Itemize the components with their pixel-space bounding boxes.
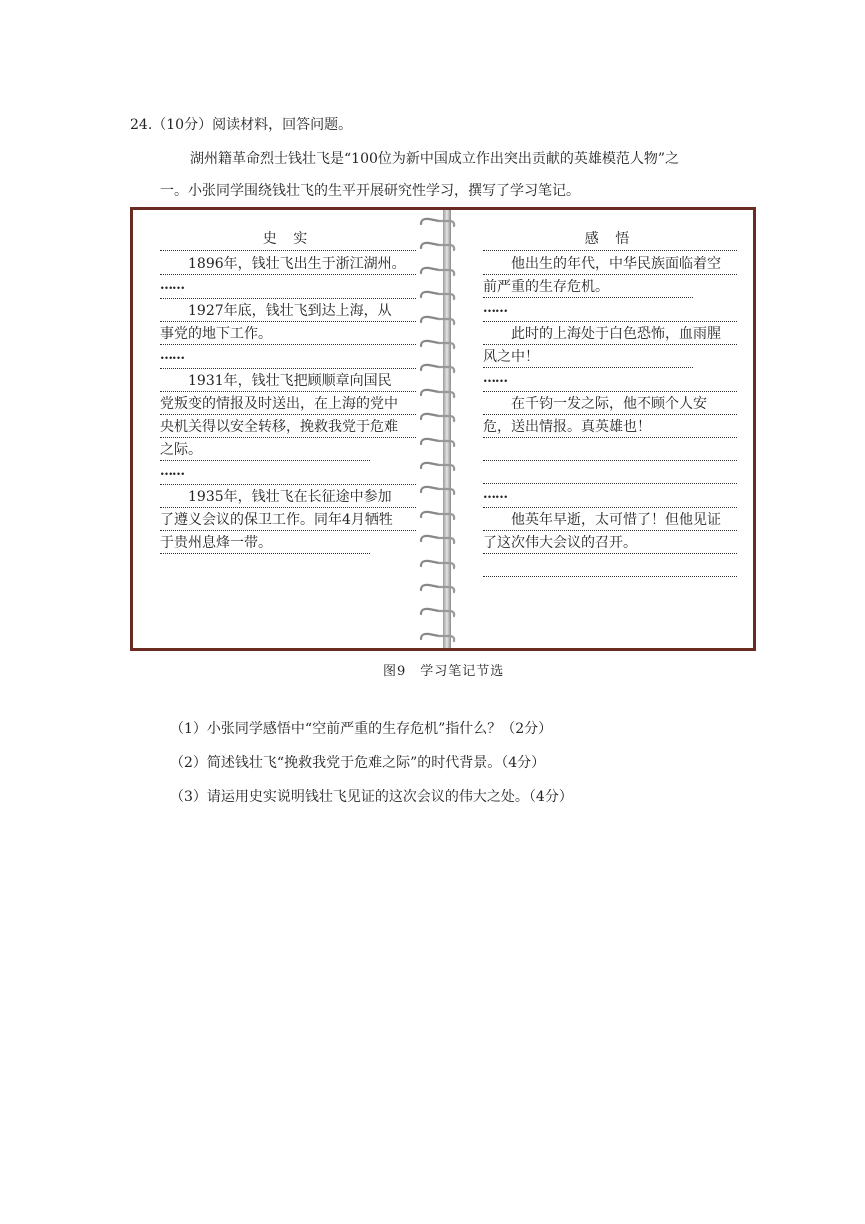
spiral-ring-icon xyxy=(419,362,457,376)
note-line: 1935年，钱壮飞在长征途中参加 xyxy=(160,487,416,508)
note-line: 前严重的生存危机。 xyxy=(483,277,693,298)
intro-text-line-1: 湖州籍革命烈士钱壮飞是“100位为新中国成立作出突出贡献的英雄模范人物”之 xyxy=(190,151,680,167)
spiral-ring-icon xyxy=(419,436,457,450)
note-line: 之际。 xyxy=(160,440,370,461)
note-line: 于贵州息烽一带。 xyxy=(160,533,370,554)
note-line: 风之中！ xyxy=(483,347,693,368)
spiral-ring-icon xyxy=(419,509,457,523)
note-line: 危，送出情报。真英雄也！ xyxy=(483,417,737,438)
note-line: 党叛变的情报及时送出，在上海的党中 xyxy=(160,394,416,415)
spiral-ring-icon xyxy=(419,240,457,254)
ellipsis-line: …… xyxy=(160,277,416,299)
note-line: 他出生的年代，中华民族面临着空 xyxy=(483,254,737,275)
note-line: 1927年底，钱壮飞到达上海，从 xyxy=(160,301,416,322)
ellipsis-line: …… xyxy=(483,370,737,392)
intro-text-line-2: 一。小张同学围绕钱壮飞的生平开展研究性学习，撰写了学习笔记。 xyxy=(160,183,580,199)
ellipsis-line: …… xyxy=(483,300,737,322)
note-line: 了遵义会议的保卫工作。同年4月牺牲 xyxy=(160,510,416,531)
left-page-heading: 史 实 xyxy=(160,232,416,251)
spiral-ring-icon xyxy=(419,216,457,230)
spiral-ring-icon xyxy=(419,582,457,596)
spiral-ring-icon xyxy=(419,387,457,401)
blank-line xyxy=(483,440,737,461)
spiral-ring-icon xyxy=(419,631,457,645)
spiral-ring-icon xyxy=(419,533,457,547)
ellipsis-line: …… xyxy=(483,486,737,508)
sub-question-2: （2）简述钱壮飞“挽救我党于危难之际”的时代背景。（4分） xyxy=(170,755,546,771)
figure-caption: 图9 学习笔记节选 xyxy=(383,664,505,679)
spiral-ring-icon xyxy=(419,460,457,474)
spiral-ring-icon xyxy=(419,338,457,352)
note-line: 1931年，钱壮飞把顾顺章向国民 xyxy=(160,371,416,392)
ellipsis-line: …… xyxy=(160,463,416,485)
blank-line xyxy=(483,463,737,484)
notebook-left-page xyxy=(160,232,416,556)
note-line: 了这次伟大会议的召开。 xyxy=(483,533,737,554)
spiral-ring-icon xyxy=(419,484,457,498)
sub-question-3: （3）请运用史实说明钱壮飞见证的这次会议的伟大之处。（4分） xyxy=(170,789,573,805)
note-line: 1896年，钱壮飞出生于浙江湖州。 xyxy=(160,254,416,275)
spiral-ring-icon xyxy=(419,314,457,328)
ellipsis-line: …… xyxy=(160,347,416,369)
note-line: 在千钧一发之际，他不顾个人安 xyxy=(483,394,737,415)
spiral-ring-icon xyxy=(419,265,457,279)
note-line: 央机关得以安全转移，挽救我党于危难 xyxy=(160,417,416,438)
spiral-ring-icon xyxy=(419,289,457,303)
question-title: 24.（10分）阅读材料，回答问题。 xyxy=(130,117,353,133)
spiral-ring-icon xyxy=(419,606,457,620)
note-line: 此时的上海处于白色恐怖，血雨腥 xyxy=(483,324,737,345)
study-notebook-figure xyxy=(130,207,756,651)
notebook-right-page xyxy=(483,232,737,579)
note-line: 他英年早逝，太可惜了！但他见证 xyxy=(483,510,737,531)
right-page-heading: 感 悟 xyxy=(483,232,737,251)
spiral-ring-icon xyxy=(419,411,457,425)
note-line: 事党的地下工作。 xyxy=(160,324,416,345)
blank-line xyxy=(483,556,737,577)
spiral-ring-icon xyxy=(419,558,457,572)
sub-question-1: （1）小张同学感悟中“空前严重的生存危机”指什么？（2分） xyxy=(170,721,553,737)
